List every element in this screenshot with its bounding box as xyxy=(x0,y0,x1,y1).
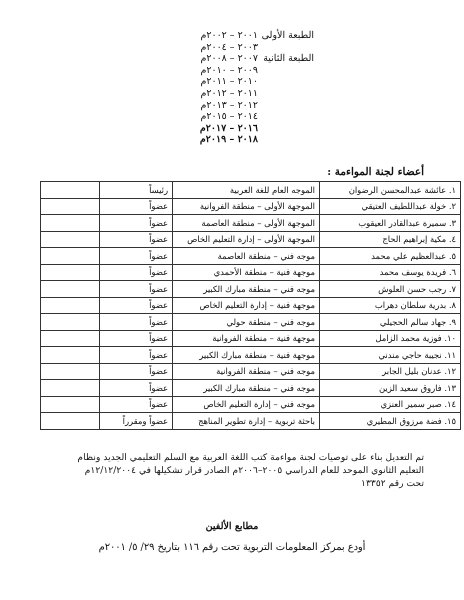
member-name: ٣. سميرة عبدالقادر العيقوب xyxy=(320,215,461,232)
member-role: عضواً xyxy=(100,396,173,413)
member-position: موجه فني – منطقة العاصمة xyxy=(173,248,320,265)
member-position: موجهة فنية – منطقة مبارك الكبير xyxy=(173,347,320,364)
member-position: موجه فني – منطقة حولي xyxy=(173,314,320,331)
member-role: عضواً xyxy=(100,281,173,298)
edition-years: ٢٠٠٩ – ٢٠١٠م xyxy=(200,64,258,76)
edition-row xyxy=(114,42,314,54)
amendment-note xyxy=(34,451,424,490)
edition-label: الطبعة الأولى xyxy=(261,30,314,41)
member-extra xyxy=(41,380,100,397)
member-name: ١٠. فوزية محمد الزامل xyxy=(320,330,461,347)
table-row xyxy=(41,264,461,281)
edition-label xyxy=(262,100,314,112)
edition-years: ٢٠١١ – ٢٠١٢م xyxy=(200,87,258,99)
member-name: ٦. فريدة يوسف محمد xyxy=(320,264,461,281)
member-name: ٥. عبدالعظيم علي محمد xyxy=(320,248,461,265)
table-row xyxy=(41,198,461,215)
member-name: ١. عائشة عبدالمحسن الرضوان xyxy=(320,182,461,199)
member-position: الموجهة الأولى – منطقة العاصمة xyxy=(173,215,320,232)
member-role: عضواً xyxy=(100,297,173,314)
member-position: موجهة فنية – منطقة الأحمدي xyxy=(173,264,320,281)
member-name: ١٥. فضة مرزوق المطيري xyxy=(320,413,461,430)
member-role: عضواً ومقرراً xyxy=(100,413,173,430)
members-table xyxy=(40,181,461,430)
edition-years: ٢٠١٠ – ٢٠١١م xyxy=(200,76,258,88)
member-name: ٩. جهاد سالم الحجيلي xyxy=(320,314,461,331)
edition-label xyxy=(262,42,314,54)
table-row xyxy=(41,215,461,232)
member-extra xyxy=(41,182,100,199)
table-row xyxy=(41,396,461,413)
edition-row xyxy=(114,65,314,77)
edition-row xyxy=(114,123,314,135)
member-role: عضواً xyxy=(100,264,173,281)
edition-row xyxy=(114,111,314,123)
member-name: ١٣. فاروق سعيد الزين xyxy=(320,380,461,397)
press-heading: مطابع الألفين xyxy=(205,521,259,532)
member-name: ٤. مكية إبراهيم الحاج xyxy=(320,231,461,248)
note-line: تحت رقم ١٣٣٥٢ xyxy=(361,478,424,489)
table-row xyxy=(41,182,461,199)
edition-years: ٢٠٠١ – ٢٠٠٢م xyxy=(200,30,258,41)
note-line: تم التعديل بناء على توصيات لجنة مواءمة كتب اللغة العربية مع السلم التعليمي الجديد ونظام xyxy=(77,452,424,463)
member-name: ١١. نجيبة حاجي مندني xyxy=(320,347,461,364)
member-position: موجهة فنية – إدارة التعليم الخاص xyxy=(173,297,320,314)
member-name: ١٢. عدنان بليل الجابر xyxy=(320,363,461,380)
member-position: الموجهة الأولى – منطقة الفروانية xyxy=(173,198,320,215)
deposit-line: أودع بمركز المعلومات التربوية تحت رقم ١١٦ بتاريخ ٢٩/ ٥/ ٢٠٠١م xyxy=(98,542,366,553)
edition-row xyxy=(114,88,314,100)
note-line: التعليم الثانوي الموحد للعام الدراسي ٢٠٠٥–٢٠٠٦م الصادر قرار تشكيلها في ١٢/١٢/٢٠٠٤م xyxy=(84,465,424,476)
edition-years: ٢٠١٦ – ٢٠١٧م xyxy=(199,122,258,134)
table-row xyxy=(41,347,461,364)
member-extra xyxy=(41,330,100,347)
member-extra xyxy=(41,396,100,413)
member-role: عضواً xyxy=(100,363,173,380)
table-row xyxy=(41,380,461,397)
edition-label xyxy=(262,65,314,77)
table-row xyxy=(41,330,461,347)
member-extra xyxy=(41,231,100,248)
edition-years: ٢٠٠٧ – ٢٠٠٨م xyxy=(200,53,258,65)
member-position: الموجهة الأولى – إدارة التعليم الخاص xyxy=(173,231,320,248)
edition-label: الطبعة الثانية xyxy=(263,53,314,65)
member-name: ٧. رجب حسن العلوش xyxy=(320,281,461,298)
editions-list xyxy=(114,30,314,146)
member-position: موجه فني – منطقة مبارك الكبير xyxy=(173,380,320,397)
edition-row xyxy=(114,76,314,88)
member-extra xyxy=(41,215,100,232)
member-extra xyxy=(41,413,100,430)
member-extra xyxy=(41,314,100,331)
member-name: ٨. بدرية سلطان دهراب xyxy=(320,297,461,314)
member-extra xyxy=(41,297,100,314)
member-extra xyxy=(41,281,100,298)
member-extra xyxy=(41,347,100,364)
member-extra xyxy=(41,363,100,380)
edition-years: ٢٠١٤ – ٢٠١٥م xyxy=(200,111,258,123)
edition-label xyxy=(262,134,314,146)
edition-label xyxy=(262,76,314,88)
member-extra xyxy=(41,264,100,281)
committee-heading: أعضاء لجنة المواءمة : xyxy=(327,166,424,178)
table-row xyxy=(41,363,461,380)
edition-label xyxy=(262,88,314,100)
member-position: موجهة فنية – منطقة الفروانية xyxy=(173,330,320,347)
member-role: عضواً xyxy=(100,380,173,397)
member-position: الموجه العام للغة العربية xyxy=(173,182,320,199)
member-role: عضواً xyxy=(100,330,173,347)
table-row xyxy=(41,231,461,248)
member-role: عضواً xyxy=(100,347,173,364)
edition-row xyxy=(114,53,314,65)
member-role: عضواً xyxy=(100,198,173,215)
member-role: عضواً xyxy=(100,248,173,265)
member-position: موجه فني – منطقة الفروانية xyxy=(173,363,320,380)
edition-years: ٢٠٠٣ – ٢٠٠٤م xyxy=(200,41,258,53)
member-role: رئيساً xyxy=(100,182,173,199)
edition-row xyxy=(114,100,314,112)
edition-row xyxy=(114,134,314,146)
table-row xyxy=(41,314,461,331)
edition-label xyxy=(262,123,314,135)
member-role: عضواً xyxy=(100,314,173,331)
table-row xyxy=(41,297,461,314)
member-position: موجه فني – منطقة مبارك الكبير xyxy=(173,281,320,298)
member-extra xyxy=(41,198,100,215)
table-row xyxy=(41,413,461,430)
member-position: موجه فني – إدارة التعليم الخاص xyxy=(173,396,320,413)
edition-row xyxy=(114,30,314,42)
member-name: ٢. خولة عبداللطيف العتيقي xyxy=(320,198,461,215)
edition-years: ٢٠١٢ – ٢٠١٣م xyxy=(200,99,258,111)
edition-label xyxy=(262,111,314,123)
member-role: عضواً xyxy=(100,215,173,232)
table-row xyxy=(41,281,461,298)
table-row xyxy=(41,248,461,265)
member-position: باحثة تربوية – إدارة تطوير المناهج xyxy=(173,413,320,430)
member-name: ١٤. صبر سمير العنزي xyxy=(320,396,461,413)
member-extra xyxy=(41,248,100,265)
edition-years: ٢٠١٨ – ٢٠١٩م xyxy=(199,134,258,146)
member-role: عضواً xyxy=(100,231,173,248)
